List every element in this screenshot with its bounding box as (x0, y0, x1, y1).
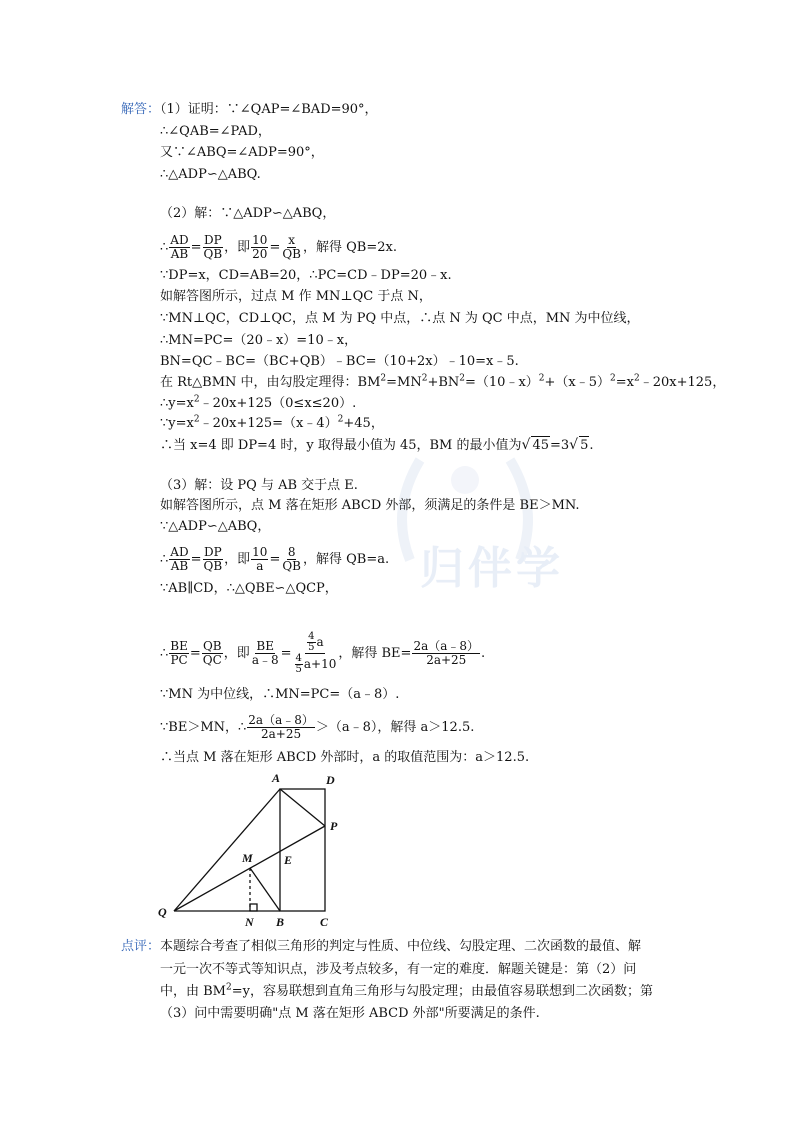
label-e: E (284, 853, 293, 867)
part2-line2: ∴ $\frac{AD}{AB}$ = $\frac{DP}{QB}$ ，即 $\frac{10}{20}$ = $\frac{x}{QB}$ ，解得 QB=2x. (160, 233, 397, 261)
part3-line4: ∴ $\frac{AD}{AB}$ = $\frac{DP}{QB}$ ，即 $\frac{10}{a}$ = $\frac{8}{QB}$ ，解得 QB=a. (160, 545, 390, 573)
watermark-text: 归伴学 (420, 543, 564, 594)
label-m: M (242, 851, 253, 865)
part3-line7: ∵MN 为中位线，∴MN=PC=（a﹣8）. (160, 687, 400, 702)
part2-line10: $\because y=x^2﹣20x+125=(x﹣4)^2+45$， (160, 414, 384, 431)
label-q: Q (158, 905, 167, 919)
label-d: D (326, 773, 335, 787)
part1-line1: 解答：（1）证明：∵∠QAP=∠BAD=90°， (121, 102, 378, 117)
part3-line5: ∵AB∥CD，∴△QBE∽△QCP， (160, 581, 338, 596)
part3-line6: ∴ $\frac{BE}{PC}$ = $\frac{QB}{QC}$ ，即 $\frac{BE}{a﹣8}$ = $\frac{4}{5}$ a $\frac{4}{5}$ a+10 ，解得 BE= $\frac{2a(a﹣8)}{2a+25}$ . (160, 631, 486, 675)
part2-line3: ∵DP=x，CD=AB=20，∴PC=CD﹣DP=20﹣x. (160, 268, 452, 283)
part2-line7: BN=QC﹣BC=（BC+QB）﹣BC=（10+2x）﹣10=x﹣5. (160, 354, 519, 369)
part3-line8: ∵BE＞MN，∴ $\frac{2a(a﹣8)}{2a+25}$ ＞（a﹣8），解得 a＞12.5. (160, 713, 475, 741)
part3-line9: ∴当点 M 落在矩形 ABCD 外部时，a 的取值范围为：a＞12.5. (160, 750, 530, 765)
part2-line9: $\therefore y=x^2﹣20x+125(0\le x\le 20)$. (160, 394, 357, 411)
answer-label: 解答： (121, 102, 161, 117)
part1-line4: ∴△ADP∽△ABQ. (160, 167, 261, 182)
part2-line5: ∵MN⊥QC，CD⊥QC，点 M 为 PQ 中点，∴点 N 为 QC 中点，MN 为中位线， (160, 311, 640, 326)
comment-line1: 点评：本题综合考查了相似三角形的判定与性质、中位线、勾股定理、二次函数的最值、解 (121, 939, 642, 954)
segment-qa (174, 789, 280, 911)
comment-line3: 中，由 $BM^2=y$，容易联想到直角三角形与勾股定理；由最值容易联想到二次函数；第 (160, 982, 653, 999)
right-angle-mark (250, 904, 257, 911)
label-a: A (272, 771, 281, 785)
part3-line2: 如解答图所示，点 M 落在矩形 ABCD 外部，须满足的条件是 BE＞MN. (160, 498, 580, 513)
part3-line1: （3）解：设 PQ 与 AB 交于点 E. (160, 478, 358, 493)
part1-line2: ∴∠QAB=∠PAD， (160, 124, 271, 139)
label-p: P (330, 819, 338, 833)
part2-line4: 如解答图所示，过点 M 作 MN⊥QC 于点 N， (160, 289, 432, 304)
part1-line3: 又∵∠ABQ=∠ADP=90°， (160, 145, 324, 160)
comment-line2: 一元一次不等式等知识点，涉及考点较多，有一定的难度．解题关键是：第（2）问 (160, 962, 637, 977)
comment-label: 点评： (121, 939, 161, 954)
label-c: C (320, 915, 329, 929)
segment-ap (280, 789, 325, 826)
label-b: B (276, 915, 285, 929)
geometry-figure (150, 768, 350, 930)
part2-line6: ∴MN=PC=（20﹣x）=10﹣x， (160, 333, 358, 348)
label-n: N (245, 915, 254, 929)
part2-line1: （2）解：∵△ADP∽△ABQ， (160, 206, 336, 221)
part2-line8: 在 Rt△BMN 中，由勾股定理得：$BM^2=MN^2+BN^2=(10﹣x)^2+(x﹣5)^2=x^2﹣20x+125$， (160, 373, 726, 390)
part2-line11: ∴当 x=4 即 DP=4 时，y 取得最小值为 45，BM 的最小值为√ 45=3√ 5. (160, 437, 594, 453)
part3-line3: ∵△ADP∽△ABQ， (160, 519, 271, 534)
comment-line4: （3）问中需要明确"点 M 落在矩形 ABCD 外部"所要满足的条件. (160, 1006, 540, 1021)
